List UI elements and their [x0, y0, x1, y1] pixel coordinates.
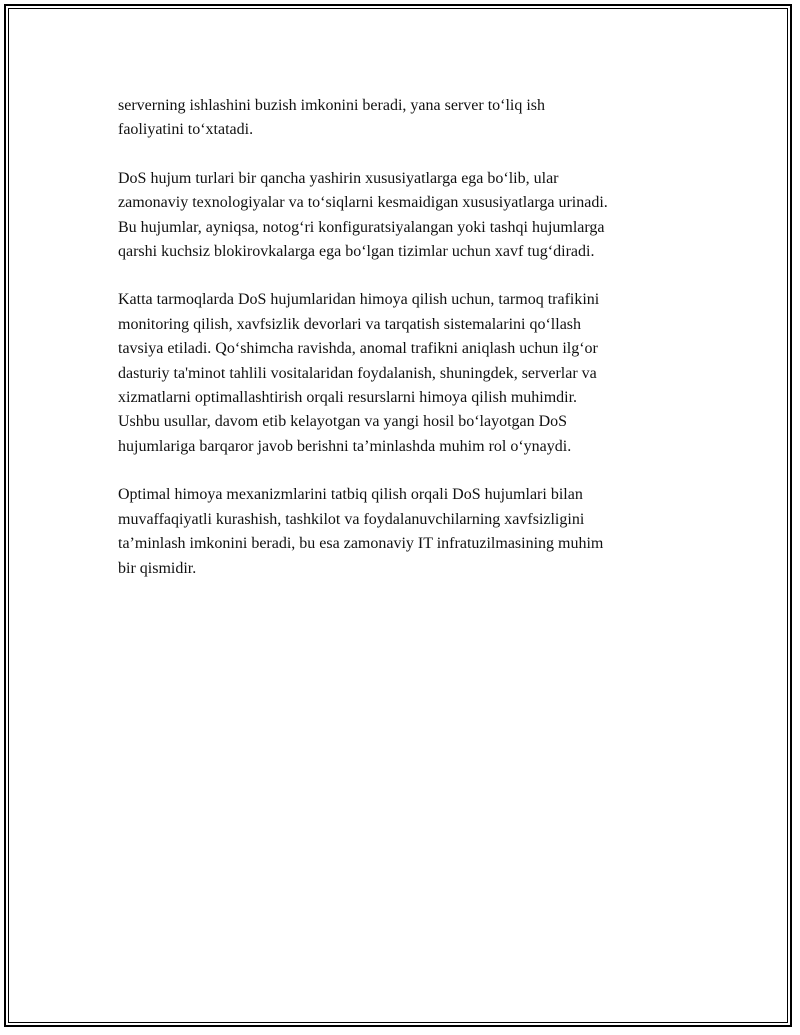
- document-body: [118, 94, 688, 605]
- paragraph-4: Optimal himoya mexanizmlarini tatbiq qilish orqali DoS hujumlari bilan muvaffaqiyatli kurashish, tashkilot va foydalanuvchilarning xavfsizligini ta’minlash imkonini beradi, bu esa zamonaviy IT infratuzilmasining muhim bir qismidir.: [118, 486, 604, 577]
- paragraph-1: serverning ishlashini buzish imkonini beradi, yana server to‘liq ish faoliyatini to‘xtatadi.: [118, 97, 546, 139]
- paragraph-3: Katta tarmoqlarda DoS hujumlaridan himoya qilish uchun, tarmoq trafikini monitoring qilish, xavfsizlik devorlari va tarqatish sistemalarini qo‘llash tavsiya etiladi. Qo‘shimcha ravishda, anomal trafikni aniqlash uchun ilg‘or dasturiy ta'minot tahlili vositalaridan foydalanish, shuningdek, serverlar va xizmatlarni optimallashtirish orqali resurslarni himoya qilish muhimdir. Ushbu usullar, davom etib kelayotgan va yangi hosil bo‘layotgan DoS hujumlariga barqaror javob berishni ta’minlashda muhim rol o‘ynaydi.: [118, 291, 600, 455]
- paragraph-2: DoS hujum turlari bir qancha yashirin xususiyatlarga ega bo‘lib, ular zamonaviy texnologiyalar va to‘siqlarni kesmaidigan xususiyatlarga urinadi. Bu hujumlar, ayniqsa, notog‘ri konfiguratsiyalangan yoki tashqi hujumlarga qarshi kuchsiz blokirovkalarga ega bo‘lgan tizimlar uchun xavf tug‘diradi.: [118, 169, 608, 261]
